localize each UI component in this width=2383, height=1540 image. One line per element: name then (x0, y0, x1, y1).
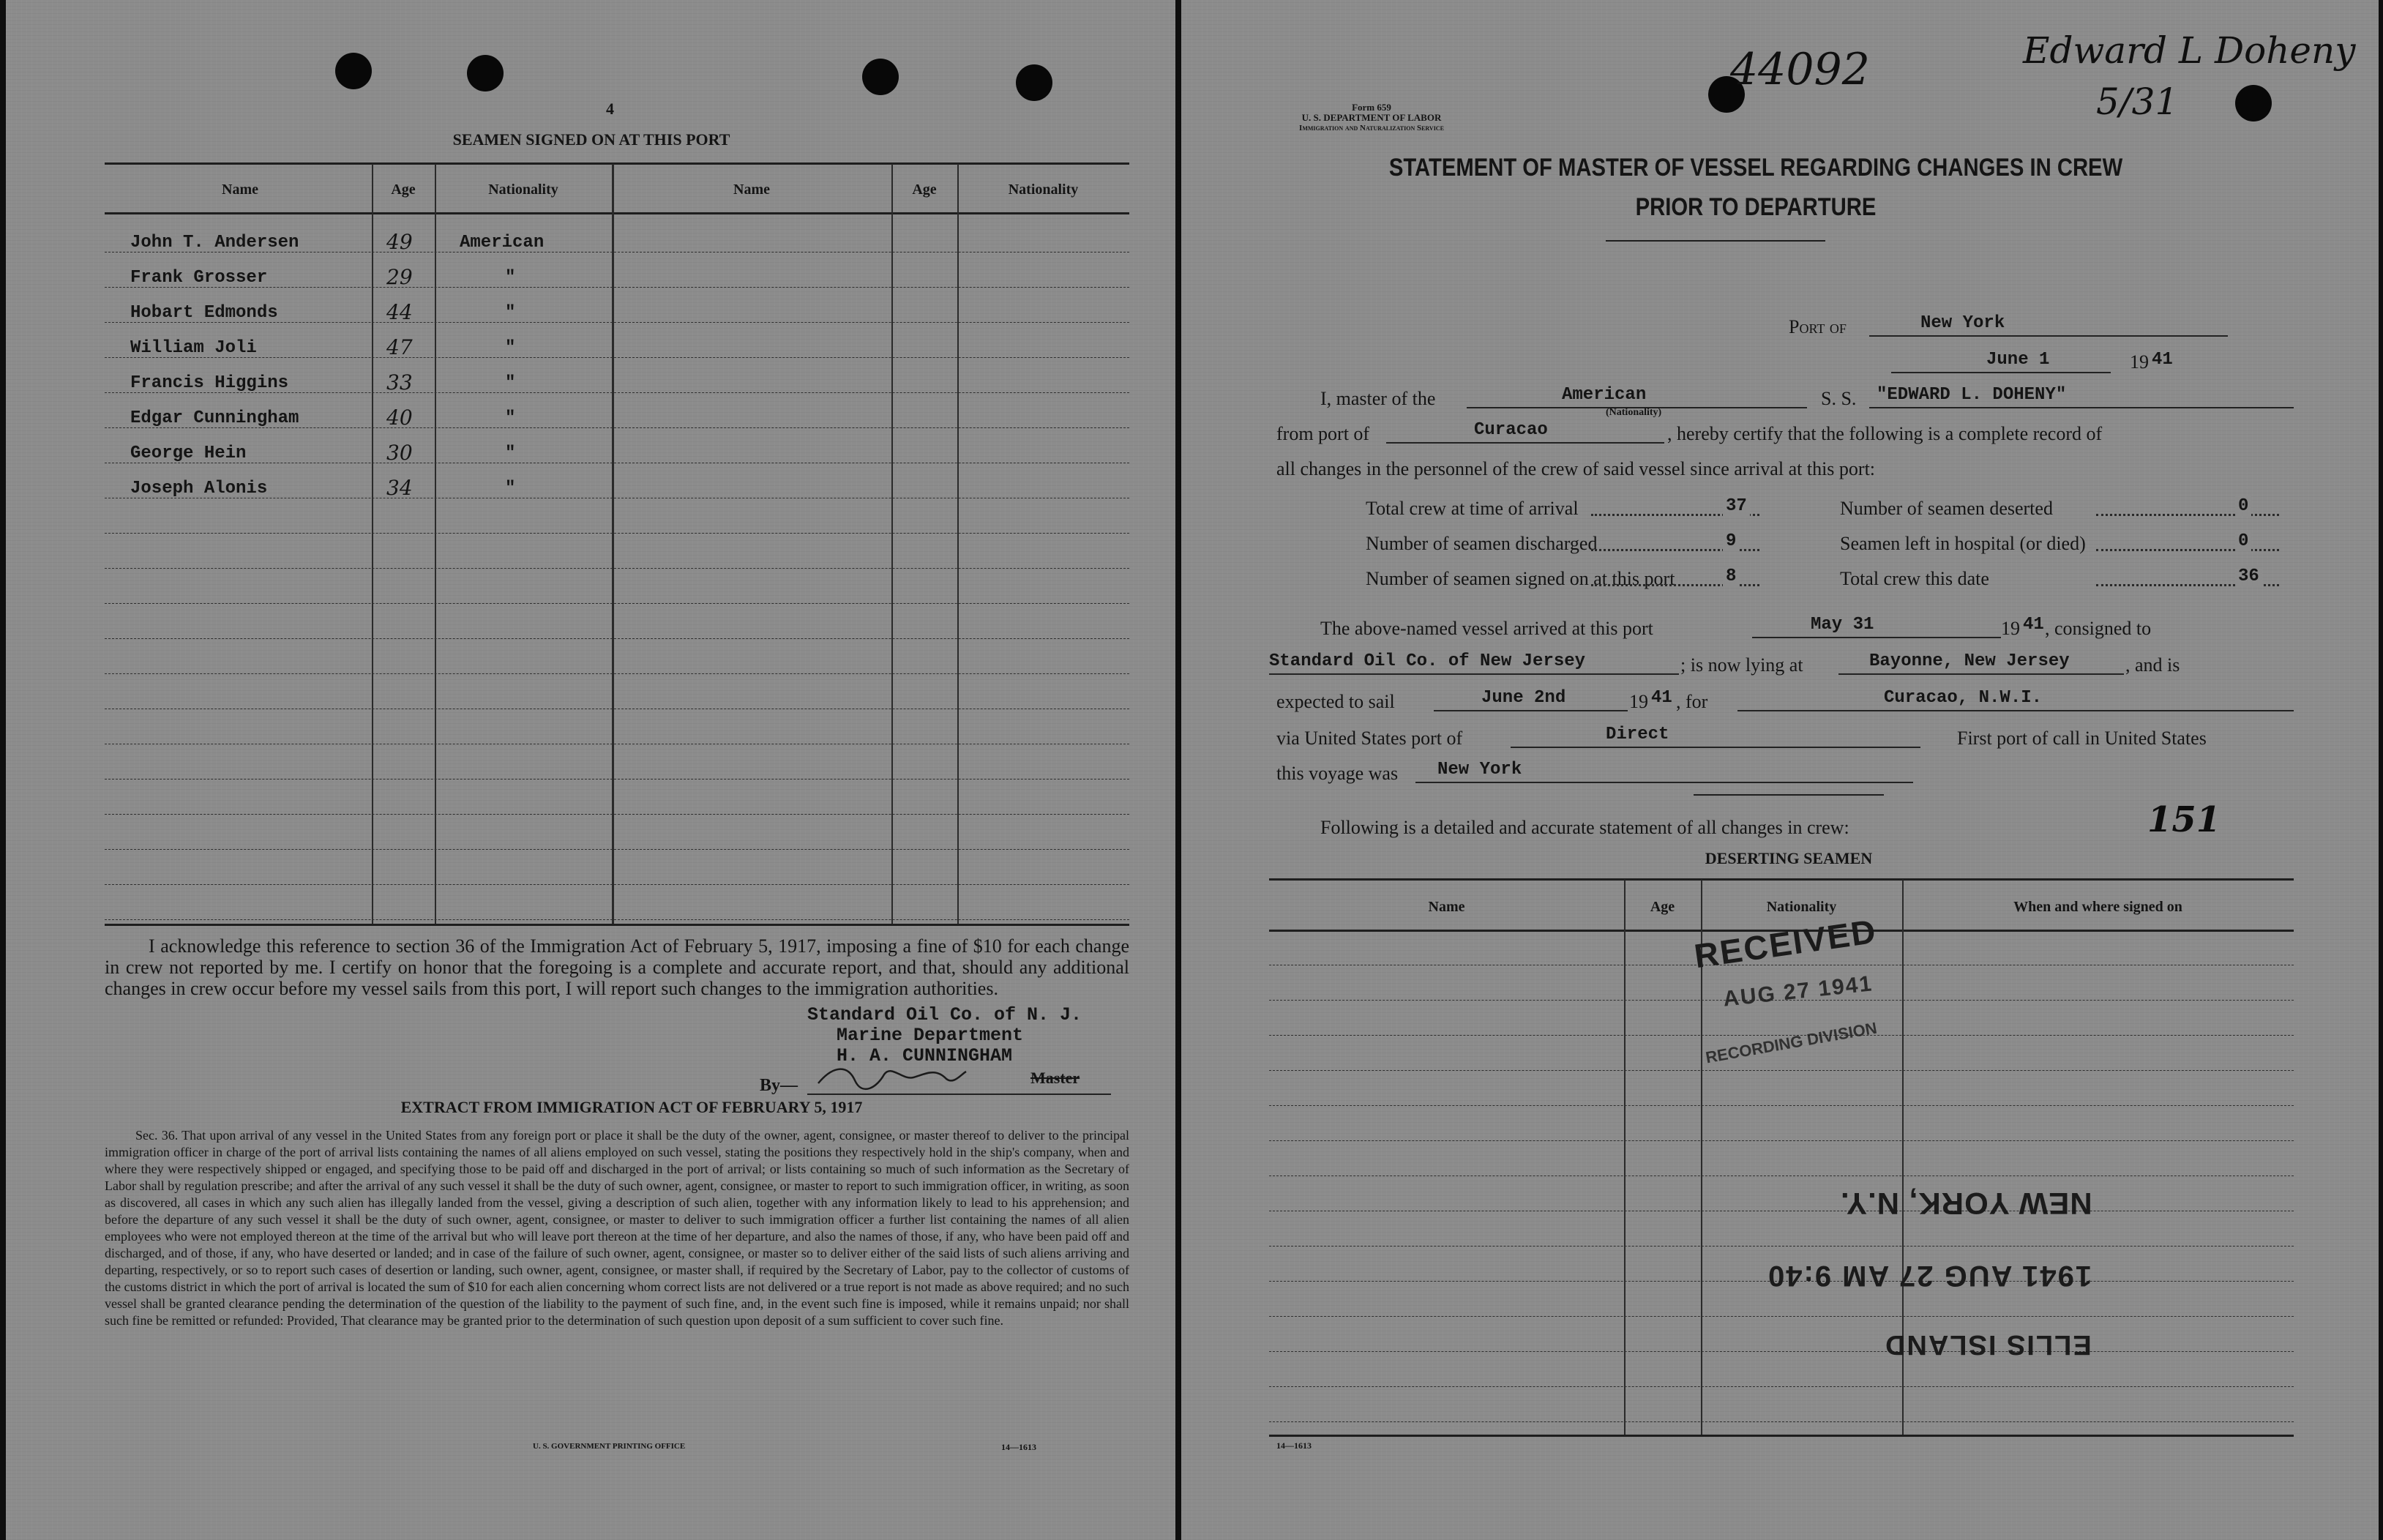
title-rule (1606, 240, 1825, 242)
seaman-age: 34 (386, 476, 413, 500)
arrived-label: The above-named vessel arrived at this port (1320, 618, 1653, 639)
seaman-name: William Joli (130, 338, 257, 358)
ss-label: S. S. (1821, 388, 1857, 409)
lying-label: ; is now lying at (1680, 654, 1803, 676)
signature-by-label: By— (760, 1076, 798, 1095)
expected-label: expected to sail (1276, 691, 1395, 712)
voyage-label: this voyage was (1276, 763, 1399, 784)
seaman-age: 49 (386, 230, 413, 254)
received-stamp-date: AUG 27 1941 (1721, 971, 1874, 1012)
received-stamp: RECEIVED (1691, 911, 1879, 976)
for-label: , for (1676, 691, 1708, 712)
seaman-name: Francis Higgins (130, 373, 289, 393)
seaman-nationality: " (505, 303, 516, 323)
column-divider (612, 164, 614, 924)
table-bottom-rule (105, 924, 1129, 926)
column-header: When and where signed on (2013, 899, 2182, 915)
punch-hole (2235, 85, 2272, 122)
from-port-value: Curacao (1474, 420, 1548, 440)
column-header: Age (1650, 899, 1675, 915)
table-rule-line (105, 357, 1129, 358)
seaman-age: 29 (386, 265, 413, 289)
vessel-name: "EDWARD L. DOHENY" (1877, 385, 2067, 405)
punch-hole (467, 55, 504, 91)
seaman-name: John T. Andersen (130, 233, 299, 253)
column-header: Age (391, 182, 416, 198)
table-rule-line (1269, 1070, 2294, 1071)
right-page (1181, 0, 2379, 1540)
seaman-nationality: American (460, 233, 545, 253)
department-name: U. S. DEPARTMENT OF LABOR (1301, 112, 1442, 123)
year-prefix: 19 (2130, 351, 2149, 373)
table-rule-line (1269, 1105, 2294, 1106)
table-rule-line (105, 603, 1129, 604)
arrived-year-prefix: 19 (2001, 618, 2020, 639)
table-rule-line (1269, 1316, 2294, 1317)
seaman-nationality: " (505, 444, 516, 463)
document-subtitle: PRIOR TO DEPARTURE (1635, 193, 1877, 221)
stat-label: Total crew at time of arrival (1366, 498, 1579, 519)
form-number: Form 659 (1352, 102, 1391, 113)
handwritten-count: 151 (2147, 799, 2221, 840)
seaman-age: 40 (386, 405, 413, 430)
column-header: Nationality (1008, 182, 1079, 198)
sail-year-prefix: 19 (1629, 691, 1648, 712)
consigned-label: , consigned to (2045, 618, 2152, 639)
form-code: 14—1613 (1276, 1440, 1312, 1451)
seaman-age: 33 (386, 370, 413, 395)
table-rule-line (1269, 1421, 2294, 1422)
seaman-nationality: " (505, 479, 516, 498)
seaman-age: 47 (386, 335, 413, 359)
table-rule-line (105, 884, 1129, 885)
port-label: Port of (1789, 316, 1847, 337)
section-title: SEAMEN SIGNED ON AT THIS PORT (452, 130, 730, 149)
left-page (6, 0, 1175, 1540)
consignee: Standard Oil Co. of New Jersey (1269, 651, 1586, 671)
year-value: 41 (2152, 350, 2173, 370)
table-rule-line (1269, 1140, 2294, 1141)
handwritten-vessel-name: Edward L Doheny (2023, 29, 2356, 72)
acknowledgment-text: I acknowledge this reference to section 36 of the Immigration Act of February 5, 1917, imposing a fine of $10 for each change in crew not reported by me. I certify on honor that the foregoing is a complete and accurate report, and that, should any additional changes in crew occur before my vessel sails from this port, I will report such changes to the immigration authorities. (105, 935, 1129, 999)
recording-division-stamp: RECORDING DIVISION (1704, 1018, 1879, 1067)
column-header: Name (733, 182, 770, 198)
sail-year: 41 (1651, 688, 1672, 708)
column-header: Name (1428, 899, 1465, 915)
and-is-label: , and is (2125, 654, 2180, 676)
table-rule-line (105, 919, 1129, 920)
table-rule-line (105, 638, 1129, 639)
stat-label: Number of seamen deserted (1840, 498, 2053, 519)
master-label: I, master of the (1320, 388, 1436, 409)
column-divider (435, 164, 436, 924)
stat-value: 8 (1723, 567, 1739, 586)
first-call-port: New York (1437, 760, 1522, 780)
extract-text: Sec. 36. That upon arrival of any vessel in the United States from any foreign port or place it shall be the duty of the owner, agent, consignee, or master thereof to deliver to the principal immigration officer in charge of the port of arrival lists containing the names of all aliens employed on such vessel, stating the positions they respectively hold in the ship's company, when and where they were respectively shipped or engaged, and specifying those to be paid off and discharged in the port of arrival; or lists containing so much of such information as the Secretary of Labor shall by regulation prescribe; and after the arrival of any such vessel it shall be the duty of such owner, agent, consignee, or master to report to such immigration officer, in writing, as soon as discovered, all cases in which any such alien has illegally landed from the vessel, giving a description of such alien, together with any information likely to lead to his apprehension; and before the departure of any such vessel it shall be the duty of such owner, agent, consignee, or master to deliver to such immigration officer a further list containing the names of all alien employees who were not employed thereon at the time of the arrival but who will leave port thereon at the time of her departure, and also the names of those, if any, who have been paid off and discharged, and of those, if any, who have deserted or landed; and in case of the failure of such owner, agent, consignee, or master so to deliver either of the said lists of such aliens arriving and departing, respectively, or so to report such cases of desertion or landing, such owner, agent, consignee, or master shall, if required by the Secretary of Labor, pay to the collector of customs of the customs district in which the port of arrival is located the sum of $10 for each alien concerning whom correct lists are not delivered or a true report is not made as above required; and no such vessel shall be granted clearance pending the determination of the question of the liability to the payment of such fine, and, in the event such fine is imposed, while it remains unpaid; nor shall such fine be remitted or refunded: Provided, That clearance may be granted prior to the determination of such question upon deposit of a sum sufficient to cover such fine. (105, 1128, 1129, 1328)
certify-text: , hereby certify that the following is a complete record of (1667, 423, 2103, 444)
stat-value: 0 (2235, 496, 2251, 516)
punch-hole (862, 59, 899, 95)
lying-at: Bayonne, New Jersey (1869, 651, 2070, 671)
table-rule-line (105, 568, 1129, 569)
stat-value: 37 (1723, 496, 1750, 516)
date-value: June 1 (1986, 350, 2050, 370)
first-call-label: First port of call in United States (1957, 728, 2207, 749)
column-divider (891, 164, 893, 924)
page-number: 4 (606, 100, 614, 118)
via-label: via United States port of (1276, 728, 1463, 749)
stat-label: Total crew this date (1840, 568, 1989, 589)
seaman-name: George Hein (130, 444, 247, 463)
punch-hole (1016, 64, 1052, 101)
seaman-nationality: " (505, 338, 516, 358)
table-rule-line (1269, 1175, 2294, 1176)
table-rule-line (105, 779, 1129, 780)
seaman-name: Joseph Alonis (130, 479, 268, 498)
stat-label: Number of seamen discharged (1366, 533, 1598, 554)
sail-date: June 2nd (1481, 688, 1566, 708)
service-name: Immigration and Naturalization Service (1299, 124, 1444, 132)
seaman-nationality: " (505, 268, 516, 288)
stat-value: 9 (1723, 531, 1739, 551)
table-rule-line (1269, 1386, 2294, 1387)
punch-hole (335, 53, 372, 89)
handwritten-number: 44092 (1730, 44, 1870, 95)
via-line (1511, 725, 1920, 748)
column-header: Age (912, 182, 937, 198)
column-header: Nationality (488, 182, 558, 198)
stat-value: 0 (2235, 531, 2251, 551)
signature-company: Standard Oil Co. of N. J. (807, 1004, 1082, 1025)
following-text: Following is a detailed and accurate statement of all changes in crew: (1320, 817, 1849, 838)
printing-office: U. S. GOVERNMENT PRINTING OFFICE (533, 1442, 686, 1451)
seaman-name: Hobart Edmonds (130, 303, 278, 323)
stat-label: Seamen left in hospital (or died) (1840, 533, 2086, 554)
from-port-label: from port of (1276, 423, 1370, 444)
city-stamp: NEW YORK, N.Y. (1840, 1186, 2092, 1221)
stat-leader-dots (2096, 549, 2279, 551)
extract-title: EXTRACT FROM IMMIGRATION ACT OF FEBRUARY 5, 1917 (400, 1098, 863, 1116)
master-nationality: American (1562, 385, 1647, 405)
stat-label: Number of seamen signed on at this port (1366, 568, 1675, 589)
short-rule (1694, 794, 1884, 796)
seaman-age: 30 (386, 441, 413, 465)
handwritten-signature (811, 1058, 972, 1094)
via-port: Direct (1606, 725, 1669, 744)
signature-name: H. A. CUNNINGHAM (837, 1045, 1013, 1066)
table-rule-line (105, 814, 1129, 815)
arrived-year: 41 (2023, 615, 2044, 635)
column-divider (957, 164, 959, 924)
datetime-stamp: 1941 AUG 27 AM 9:40 (1767, 1260, 2092, 1292)
column-divider (372, 164, 373, 924)
table-top-rule (105, 162, 1129, 165)
seaman-age: 44 (386, 300, 413, 324)
certify-text-2: all changes in the personnel of the crew of said vessel since arrival at this port: (1276, 458, 1876, 479)
table-rule-line (105, 849, 1129, 850)
deserting-bottom-rule (1269, 1435, 2294, 1437)
ellis-island-stamp: ELLIS ISLAND (1884, 1329, 2092, 1360)
table-header-rule (105, 212, 1129, 214)
seaman-name: Frank Grosser (130, 268, 268, 288)
deserting-top-rule (1269, 878, 2294, 881)
deserting-title: DESERTING SEAMEN (1705, 849, 1873, 867)
document-title: STATEMENT OF MASTER OF VESSEL REGARDING CHANGES IN CREW (1388, 154, 2123, 182)
seaman-nationality: " (505, 408, 516, 428)
table-rule-line (105, 673, 1129, 674)
column-header: Nationality (1766, 899, 1837, 915)
form-header (1284, 102, 1459, 133)
table-rule-line (1269, 1351, 2294, 1352)
table-rule-line (105, 533, 1129, 534)
master-label: Master (1030, 1069, 1080, 1087)
destination: Curacao, N.W.I. (1884, 688, 2043, 708)
arrived-date: May 31 (1811, 615, 1874, 635)
column-header: Name (222, 182, 258, 198)
form-code: 14—1613 (1001, 1442, 1036, 1452)
stat-value: 36 (2235, 567, 2262, 586)
stat-leader-dots (2096, 514, 2279, 516)
nationality-caption: (Nationality) (1606, 407, 1662, 418)
seaman-name: Edgar Cunningham (130, 408, 299, 428)
port-value: New York (1920, 313, 2005, 333)
signature-department: Marine Department (837, 1025, 1024, 1046)
arrived-date-line (1752, 615, 2001, 638)
handwritten-date: 5/31 (2096, 81, 2179, 123)
seaman-nationality: " (505, 373, 516, 393)
